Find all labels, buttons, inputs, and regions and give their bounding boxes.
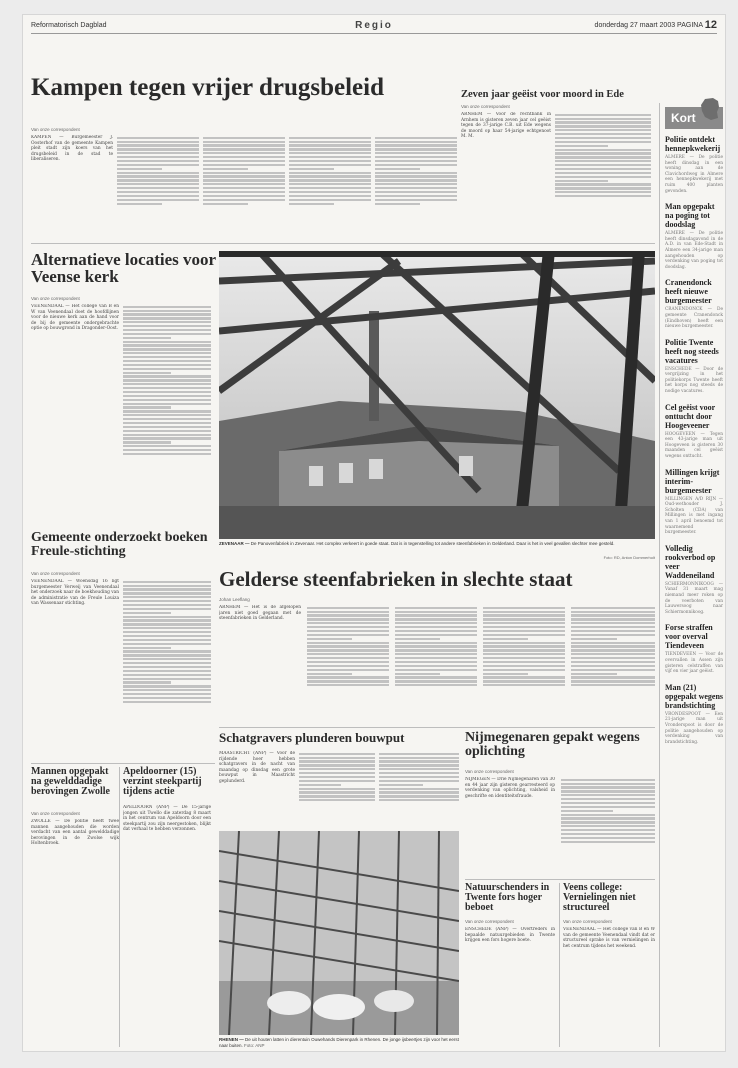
lead-bouwput: MAASTRICHT (ANP) — Voor de rijdende hoer hebben schatgravers in de nacht van maandag op dinsdag een grote bouwput in Maastricht geplunderd.	[219, 751, 295, 784]
byline-moord: Van onze correspondent	[461, 104, 510, 109]
kort-list	[665, 135, 723, 1047]
headline-zwolle: Mannen opgepakt na gewelddadige berovingen Zwolle	[31, 766, 110, 798]
lead-zwolle: ZWOLLE — De politie heeft twee mannen aangehouden die worden verdacht van een aantal gewelddadige berovingen in de Zwolse wijk Holtenbroek.	[31, 819, 119, 847]
divider	[559, 883, 560, 1047]
headline-steenfabrieken: Gelderse steenfabrieken in slechte staat	[219, 567, 573, 591]
headline-oplichting: Nijmegenaren gepakt wegens oplichting	[465, 730, 640, 760]
lead-freule: VEENENDAAL — Woensdag 16 ligt burgemeester Verweij van Veenendaal het onderzoek naar de boekhouding van de administratie van de Freule Louiza van Wassenaar stichting.	[31, 579, 119, 607]
body-column	[117, 135, 199, 239]
kort-item-headline: Volledig rookverbod op veer Waddeneiland	[665, 543, 716, 580]
lead-kerk: VEENENDAAL — Het college van B en W van Veenendaal doet de hoofdlijnen voor de nieuwe kerk aan de hand voor de bij de gemeente ondergebrachte optie op bouwgrond in Dragonder-Oost.	[31, 304, 119, 332]
body-column	[289, 135, 371, 239]
byline-kerk: Van onze correspondent	[31, 296, 80, 301]
kort-item-headline: Politie ontdekt hennepkwekerij	[665, 135, 721, 153]
divider	[659, 103, 660, 1047]
page-header	[31, 19, 717, 34]
kort-item-headline: Cranendonck heeft nieuwe burgemeester	[665, 278, 712, 306]
body-column	[307, 605, 389, 723]
kort-item-headline: Man (21) opgepakt wegens brandstichting	[665, 682, 723, 710]
body-column	[483, 605, 565, 723]
headline-kerk: Alternatieve locaties voor Veense kerk	[31, 250, 216, 287]
byline-natuurschenders: Van onze correspondent	[465, 919, 514, 924]
newspaper-page	[22, 14, 726, 1052]
byline-zwolle: Van onze correspondent	[31, 811, 80, 816]
headline-moord: Zeven jaar geëist voor moord in Ede	[461, 89, 624, 100]
body-column	[299, 751, 375, 827]
body-column	[561, 777, 655, 875]
photo-credit: Foto: RD, Anton Dommerholt	[603, 555, 655, 560]
headline-drugsbeleid: Kampen tegen vrijer drugsbeleid	[31, 74, 384, 101]
byline-freule: Van onze correspondent	[31, 571, 80, 576]
newspaper-name: Reformatorisch Dagblad	[31, 22, 107, 29]
photo-ijsberen	[219, 831, 459, 1035]
headline-natuurschenders: Natuurschenders in Twente fors hoger beboet	[465, 882, 550, 914]
body-column	[555, 112, 651, 239]
body-column	[123, 579, 211, 759]
lead-steenfabrieken: ARNHEM — Het is de afgelopen jaren niet goed gegaan met de steenfabrieken in Gelderland.	[219, 605, 301, 622]
kort-item-text: ALMERE — De politie heeft dinsdag in een woning aan de Clavichordweg in Almere een hennepkwekerij met ruim 400 planten gevonden.	[665, 155, 723, 194]
kort-item-headline: Millingen krijgt interim-burgemeester	[665, 467, 720, 495]
headline-veens: Veens college: Vernielingen niet structureel	[563, 882, 636, 914]
netherlands-map-icon	[699, 97, 721, 121]
section-title: Regio	[355, 20, 393, 31]
lead-moord: ARNHEM — Voor de rechtbank in Arnhem is gisteren zeven jaar cel geëist tegen de 37-jarige C.B. uit Ede wegens de moord op haar 54-jarige echtgenoot M. M.	[461, 112, 551, 140]
headline-freule: Gemeente onderzoekt boeken Freule-stichting	[31, 530, 208, 560]
kort-item-headline: Politie Twente heeft nog steeds vacatures	[665, 337, 719, 365]
byline-oplichting: Van onze correspondent	[465, 769, 514, 774]
byline-steenfabrieken: Johan Leeflang	[219, 597, 250, 602]
divider	[465, 879, 655, 880]
page-number: 12	[704, 19, 717, 31]
lead-drugsbeleid: KAMPEN — Burgemeester J. Oosterhof van de gemeente Kampen pleit stadt zijn koers van het drugsbeleid in de stad te liberaliseren.	[31, 135, 113, 163]
kort-item-text: MILLINGEN A/D RIJN — Oud-wethouder J. Scholten (CDA) van Millingen is met ingang van 1 april benoemd tot waarnemend burgemeester.	[665, 496, 723, 536]
kort-item-text: HOOGEVEEN — Tegen een 43-jarige man uit Hoogeveen is gisteren 30 maanden cel geëist wegens onttucht.	[665, 431, 723, 460]
body-column	[375, 135, 457, 239]
photo-credit: Foto: ANP	[244, 1042, 265, 1048]
kort-item-text: VRONDESPOOT — Een 21-jarige man uit Vronderspoot is door de politie aangehouden op verdenking van brandstichting.	[665, 711, 723, 745]
lead-oplichting: NIJMEGEN — Drie Nijmegenaren van 30 en 44 jaar zijn gisteren gearresteerd op verdenking van oplichting, valsheid in geschrifte en identiteitsfraude.	[465, 777, 555, 799]
byline-veens: Van onze correspondent	[563, 919, 612, 924]
body-column	[379, 751, 459, 827]
body-column	[395, 605, 477, 723]
divider	[219, 727, 655, 728]
body-column	[203, 135, 285, 239]
byline-drugsbeleid: Van onze correspondent	[31, 127, 80, 132]
kort-item-headline: Forse straffen voor overval Tiendeveen	[665, 623, 713, 651]
issue-date: donderdag 27 maart 2003 PAGINA	[594, 22, 703, 29]
lead-natuurschenders: ENSCHEDE (ANP) — Overtreders in bepaalde natuurgebieden in Twente krijgen een fors hogere boete.	[465, 927, 555, 944]
polar-bear-enclosure-photo	[219, 831, 459, 1035]
kort-item-headline: Man opgepakt na poging tot doodslag	[665, 202, 715, 230]
body-column	[123, 304, 211, 526]
kort-item-text: ALMERE — De politie heeft dinsdagavond in de A.D. in van Ede-Stadt in Almere een 34-jarige man aangehouden op verdenking van poging tot doodslag.	[665, 231, 723, 270]
kort-item-text: ENSCHEDE — Door de vergrijzing in het politiekorps Twente heeft het korps nog steeds de nodige vacatures.	[665, 366, 723, 395]
body-column	[571, 605, 655, 723]
lead-veens: VEENENDAAL — Het college van B en W van de gemeente Veenendaal vindt dat er structureel sprake is van vernielingen in het centrum tijdens het weekend.	[563, 927, 655, 949]
caption-steenfabriek: ZEVENAAR — De Panovenfabriek in Zevenaar. Het complex verkeert in goede staat. Dat is in tegenstelling tot andere steenfabrieken in Gelderland. Daar is het in veel gevallen slechter mee gesteld.	[219, 541, 615, 546]
kort-item-text: TIENDEVEEN — Voor de overvallen in Assen zijn gisteren celstraffen van vijf en vier jaar geëist.	[665, 652, 723, 675]
kort-item-text: CRANENDONCK — De gemeente Cranendonck (Eindhoven) heeft een nieuwe burgemeester.	[665, 307, 723, 330]
photo-steenfabriek	[219, 251, 655, 539]
headline-bouwput: Schatgravers plunderen bouwput	[219, 730, 405, 745]
roof-structure-photo	[219, 251, 655, 539]
caption-ijsberen: RHENEN — De uit houten latten in dierentuin Ouwehands Dierenpark in Rhenen. De jonge ijsbeertjes zijn voor het eerst naar buiten. Foto: ANP	[219, 1037, 459, 1048]
divider	[119, 767, 120, 1047]
kort-item-headline: Cel geëist voor onttucht door Hoogeveener	[665, 402, 716, 430]
divider	[31, 243, 655, 244]
headline-apeldoorner: Apeldoorner (15) verzint steekpartij tijdens actie	[123, 766, 202, 798]
divider	[31, 763, 215, 764]
lead-apeldoorner: APELDOORN (ANP) — De 15-jarige jongen uit Twello die zaterdag 8 maart in het centrum van Apeldoorn door een steekpartij zou zijn neergestoken, blijkt dat verhaal te hebben verzonnen.	[123, 805, 211, 833]
kort-item-text: SCHIERMONNIKOOG — Vanaf 31 maart mag niemand meer roken op de veerboten van Lauwersoog naar Schiermonnikoog.	[665, 581, 723, 615]
kort-section-title: Kort	[665, 107, 723, 129]
